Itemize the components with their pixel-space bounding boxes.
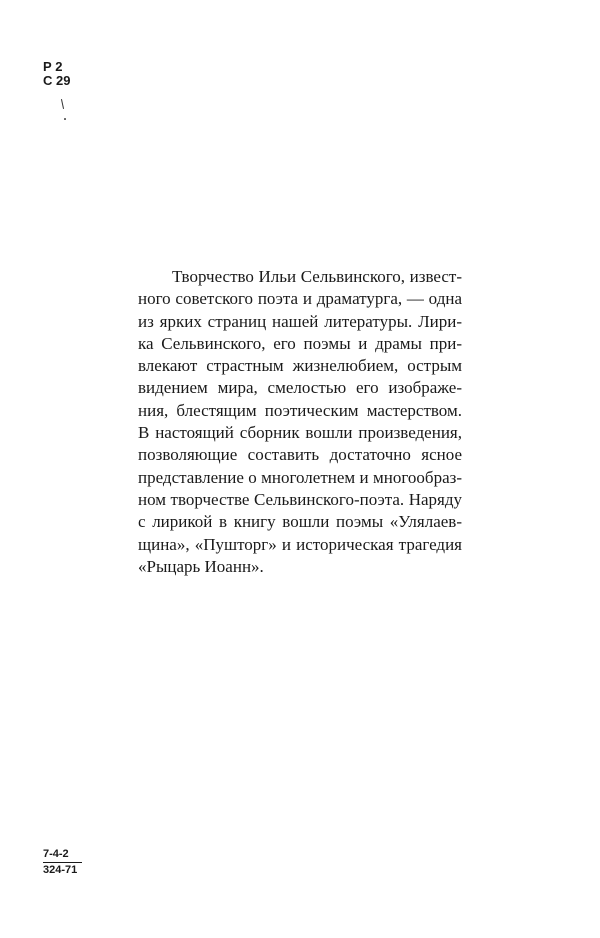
pencil-mark <box>61 99 64 109</box>
library-classification <box>43 60 70 88</box>
publication-code <box>43 848 82 877</box>
annotation-line: щина», «Пушторг» и историческая трагедия <box>138 534 462 554</box>
annotation-line: ном творчестве Сельвинского-поэта. Наряду <box>138 489 462 509</box>
annotation-line: ного советского поэта и драматурга, — одна <box>138 289 462 309</box>
annotation-line: ния, блестящим поэтическим мастерством. <box>138 400 462 420</box>
annotation-line: влекают страстным жизнелюбием, острым <box>138 356 462 376</box>
classification-line-2: С 29 <box>43 73 71 88</box>
annotation-line: В настоящий сборник вошли произведения, <box>138 423 462 443</box>
annotation-line: ка Сельвинского, его поэмы и драмы при- <box>138 333 462 353</box>
annotation-line: позволяющие составить достаточно ясное <box>138 445 462 465</box>
speck-mark <box>64 118 66 120</box>
annotation-line: из ярких страниц нашей литературы. Лири- <box>138 311 462 331</box>
annotation-line: Творчество Ильи Сельвинского, извест- <box>172 267 462 286</box>
annotation-line: представление о многолетнем и многообраз- <box>138 467 462 487</box>
book-annotation <box>138 266 462 578</box>
code-numerator: 7-4-2 <box>43 848 82 863</box>
annotation-line: видением мира, смелостью его изображе- <box>138 378 462 398</box>
code-denominator: 324-71 <box>43 864 78 876</box>
classification-line-1: Р 2 <box>43 59 63 74</box>
annotation-line: с лирикой в книгу вошли поэмы «Улялаев- <box>138 512 462 532</box>
annotation-line: «Рыцарь Иоанн». <box>138 556 264 576</box>
